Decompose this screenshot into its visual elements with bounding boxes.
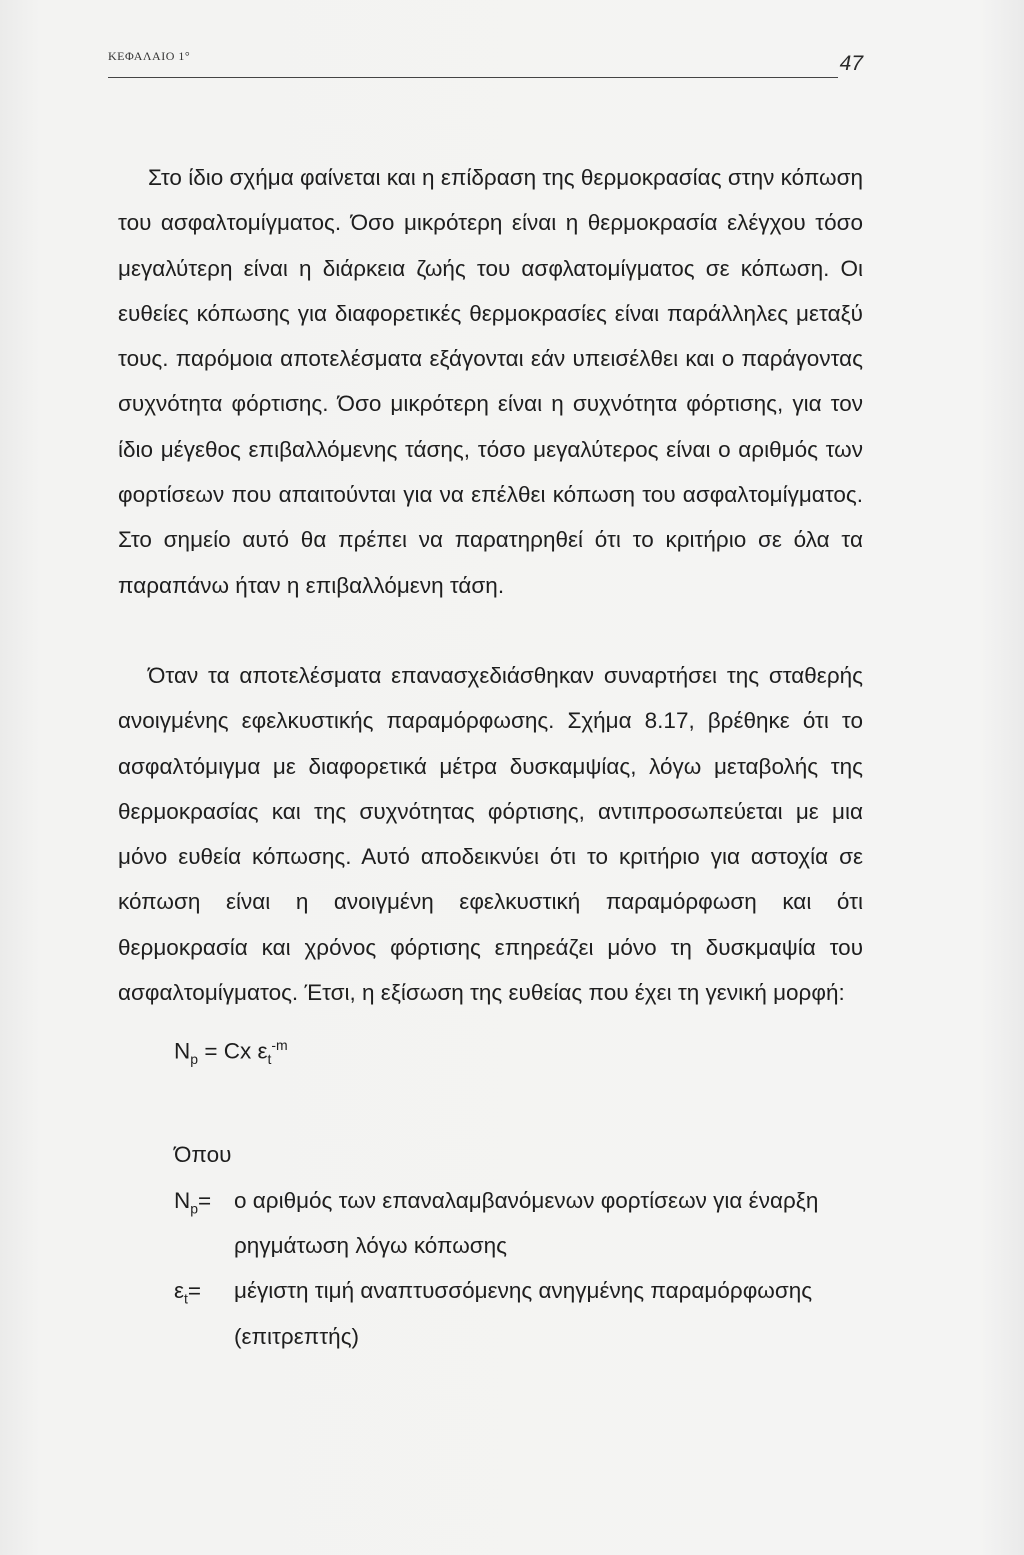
paragraph-2: Όταν τα αποτελέσματα επανασχεδιάσθηκαν συναρτήσει της σταθερής ανοιγμένης εφελκυστικής παραμόρφωσης. Σχήμα 8.17, βρέθηκε ότι το ασφαλτόμιγμα με διαφορετικά μέτρα δυσκαμψίας, λόγω μεταβολής της θερμοκρασίας και της συχνότητας φόρτισης, αντιπροσωπεύεται με μια μόνο ευθεία κόπωσης. Αυτό αποδεικνύει ότι το κριτήριο για αστοχία σε κόπωση είναι η ανοιγμένη εφελκυστική παραμόρφωση και ότι θερμοκρασία και χρόνος φόρτισης επηρεάζει μόνο τη δυσκμαψία του ασφαλτομίγματος. Έτσι, η εξίσωση της ευθείας που έχει τη γενική μορφή: (118, 662, 863, 1006)
definition-row (174, 1178, 863, 1269)
definition-symbol-subscript: t (184, 1290, 188, 1307)
formula-epsilon-subscript: t (267, 1051, 272, 1068)
definition-text (234, 1178, 863, 1269)
definition-equals: = (187, 1278, 202, 1304)
definition-row (174, 1268, 863, 1359)
fatigue-equation (174, 1023, 863, 1082)
definition-text (234, 1268, 863, 1359)
definition-continuation: ρηγμάτωση λόγω κόπωσης (234, 1232, 507, 1258)
paragraph-1: Στο ίδιο σχήμα φαίνεται και η επίδραση της θερμοκρασίας στην κόπωση του ασφαλτομίγματος. Όσο μικρότερη είναι η θερμοκρασία ελέγχου τόσο μεγαλύτερη είναι η διάρκεια ζωής του ασφλατομίγματος σε κόπωση. Οι ευθείες κόπωσης για διαφορετικές θερμοκρασίες είναι παράλληλες μεταξύ τους. παρόμοια αποτελέσματα εξάγονται εάν υπεισέλθει και ο παράγοντας συχνότητα φόρτισης. Όσο μικρότερη είναι η συχνότητα φόρτισης, για τον ίδιο μέγεθος επιβαλλόμενης τάσης, τόσο μεγαλύτερος είναι ο αριθμός των φορτίσεων που απαιτούνται για να επέλθει κόπωση του ασφαλτομίγματος. Στο σημείο αυτό θα πρέπει να παρατηρηθεί ότι το κριτήριο σε όλα τα παραπάνω ήταν η επιβαλλόμενη τάση. (118, 165, 863, 598)
paragraph-gap (118, 608, 863, 653)
definition-symbol-subscript: p (190, 1200, 199, 1217)
body-text (118, 155, 863, 1359)
formula-lhs: N (174, 1038, 191, 1064)
formula-exponent: -m (271, 1037, 288, 1054)
formula-lhs-subscript: p (190, 1051, 199, 1068)
definition-symbol-base: ε (174, 1278, 185, 1304)
running-head: ΚΕΦΑΛΑΙΟ 1° (108, 49, 191, 63)
definition-line: μέγιστη τιμή αναπτυσσόμενης ανηγμένης παραμόρφωσης (234, 1278, 813, 1304)
definition-equals: = (198, 1187, 212, 1213)
definition-line: ο αριθμός των επαναλαμβανόμενων φορτίσεων για έναρξη (234, 1187, 819, 1213)
header-rule (108, 77, 838, 78)
definition-symbol-base: N (174, 1187, 191, 1213)
page-number: 47 (839, 52, 863, 75)
definition-symbol (174, 1268, 234, 1322)
where-label: Όπου (174, 1142, 232, 1168)
formula-rhs: = Cx ε (204, 1038, 268, 1064)
definition-symbol (174, 1178, 234, 1232)
definition-continuation: (επιτρεπτής) (234, 1323, 360, 1349)
page-header (108, 40, 863, 86)
